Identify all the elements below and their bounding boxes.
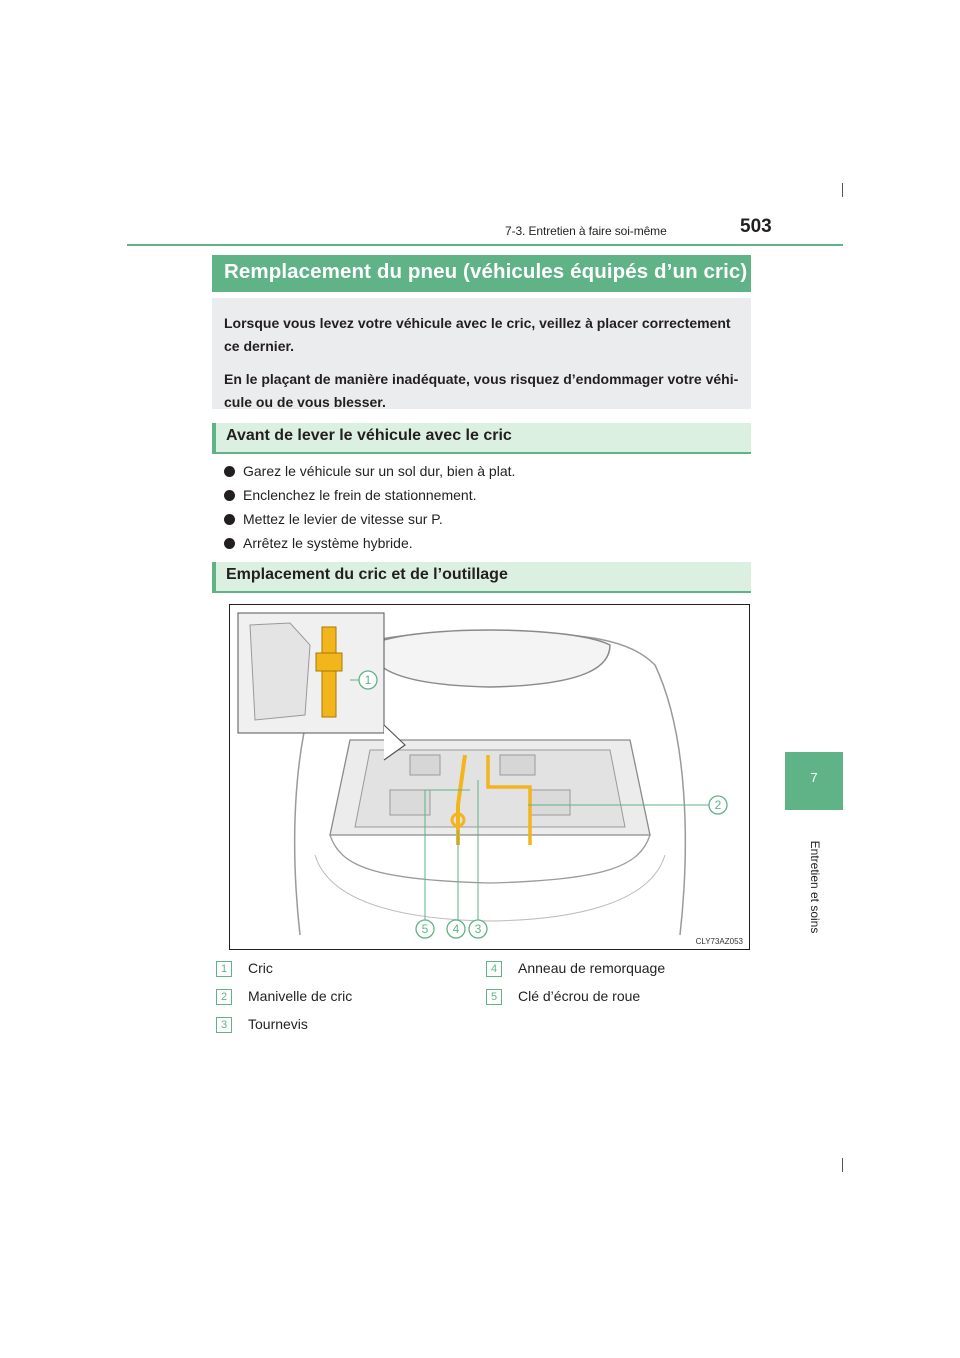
legend-item-5 <box>486 986 640 1006</box>
list-item-text: Mettez le levier de vitesse sur P. <box>243 511 443 527</box>
trunk-illustration <box>229 604 750 950</box>
crop-mark-top <box>842 183 843 197</box>
legend-label: Cric <box>248 960 273 976</box>
legend-label: Anneau de remorquage <box>518 960 666 976</box>
legend-label: Manivelle de cric <box>248 988 353 1004</box>
legend-number: 4 <box>486 961 502 977</box>
section-heading-before-lifting: Avant de lever le véhicule avec le cric <box>212 423 751 454</box>
page-title: Remplacement du pneu (véhicules équipés d’un cric) <box>212 255 751 292</box>
legend-number: 1 <box>216 961 232 977</box>
trunk-drawing <box>230 605 750 950</box>
notice-line-2: En le plaçant de manière inadéquate, vous risquez d’endommager votre véhi-cule ou de vous blesser. <box>224 371 739 410</box>
legend-item-3 <box>216 1014 308 1034</box>
chapter-label-text: Entretien et soins <box>808 840 822 934</box>
legend-item-4 <box>486 958 665 978</box>
legend-number: 5 <box>486 989 502 1005</box>
callout-3 <box>469 920 487 938</box>
list-item <box>224 507 515 531</box>
notice-line-1: Lorsque vous levez votre véhicule avec le cric, veillez à placer correctement ce dernier. <box>224 315 731 354</box>
bullet-icon <box>224 466 235 477</box>
chapter-tab[interactable] <box>785 752 843 810</box>
legend-item-2 <box>216 986 352 1006</box>
list-item <box>224 459 515 483</box>
header-section-title: 7-3. Entretien à faire soi-même <box>505 224 667 238</box>
legend-number: 2 <box>216 989 232 1005</box>
checklist <box>224 459 515 555</box>
notice-box <box>212 298 751 409</box>
list-item <box>224 531 515 555</box>
header-rule <box>127 244 843 246</box>
callout-4 <box>447 920 465 938</box>
svg-text:1: 1 <box>364 673 372 687</box>
list-item-text: Enclenchez le frein de stationnement. <box>243 487 477 503</box>
svg-text:3: 3 <box>474 922 482 936</box>
chapter-label <box>803 830 823 950</box>
callout-2 <box>709 796 727 814</box>
crop-mark-bottom <box>842 1158 843 1172</box>
page-number: 503 <box>740 216 772 237</box>
legend-number: 3 <box>216 1017 232 1033</box>
legend-label: Clé d’écrou de roue <box>518 988 641 1004</box>
callout-1 <box>359 671 377 689</box>
bullet-icon <box>224 514 235 525</box>
bullet-icon <box>224 538 235 549</box>
callout-5 <box>416 920 434 938</box>
bullet-icon <box>224 490 235 501</box>
list-item <box>224 483 515 507</box>
list-item-text: Garez le véhicule sur un sol dur, bien à plat. <box>243 463 516 479</box>
list-item-text: Arrêtez le système hybride. <box>243 535 413 551</box>
figure-code: CLY73AZ053 <box>695 937 743 946</box>
svg-text:5: 5 <box>421 922 429 936</box>
legend-item-1 <box>216 958 273 978</box>
chapter-number: 7 <box>810 770 818 785</box>
legend-label: Tournevis <box>248 1016 308 1032</box>
svg-text:2: 2 <box>714 798 722 812</box>
section-heading-tool-location: Emplacement du cric et de l’outillage <box>212 562 751 593</box>
svg-text:4: 4 <box>452 922 460 936</box>
